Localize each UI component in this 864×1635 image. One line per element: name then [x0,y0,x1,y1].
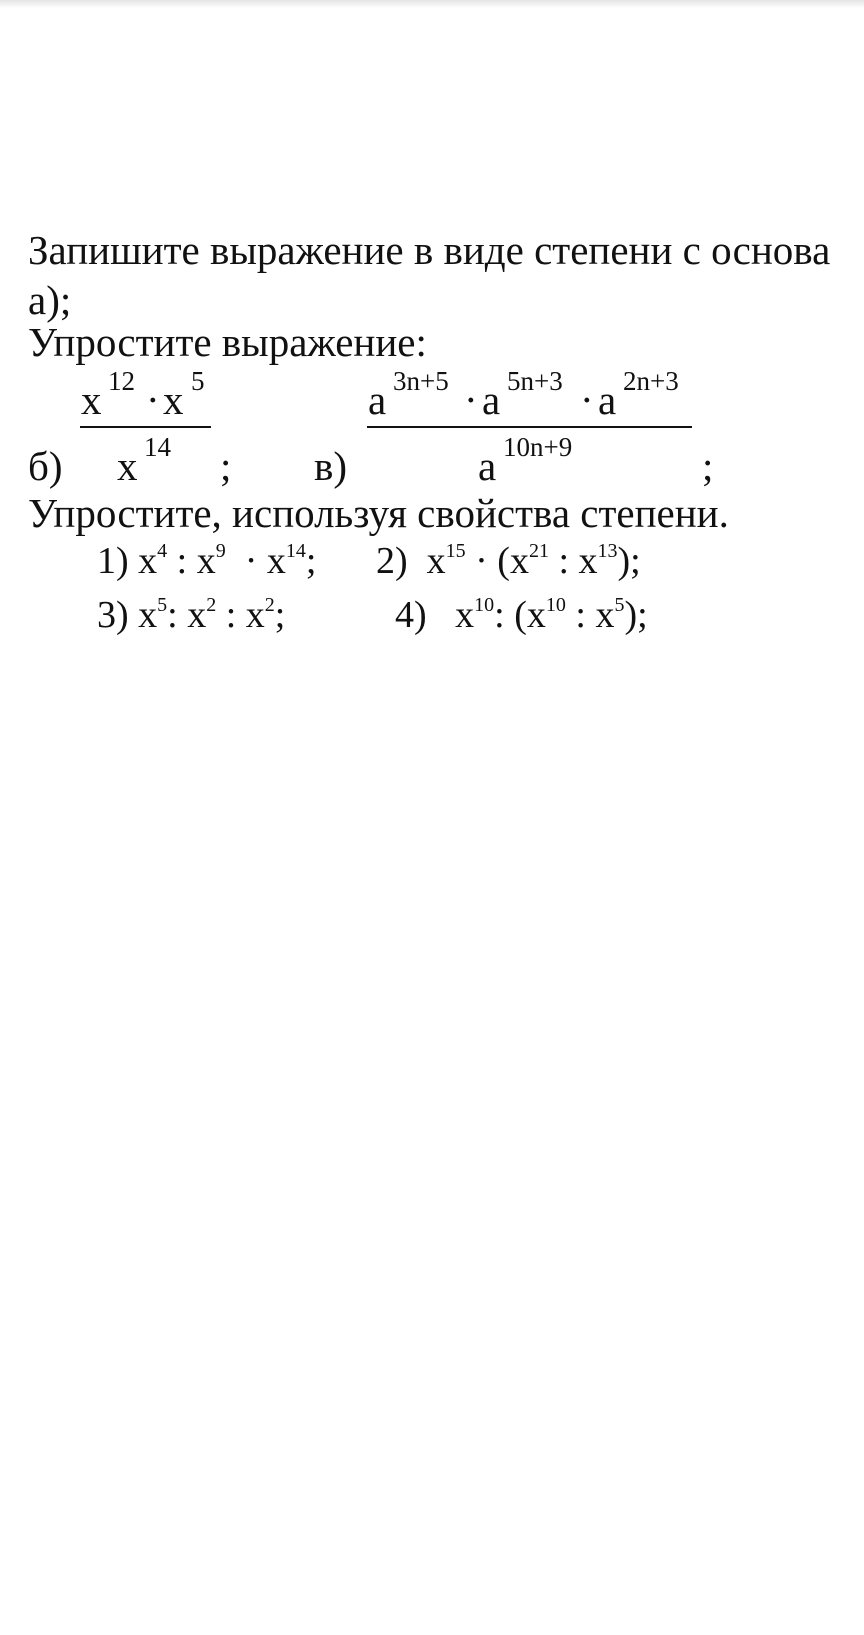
ex4-power-1: 10 [474,594,495,616]
ex2-power-3: 13 [597,540,618,562]
expr-v-num-exp-2: 5n+3 [507,366,563,396]
ex1-power-3: 14 [285,540,306,562]
expr-b-num-exp-2: 5 [191,366,205,396]
expr-v-dot-2: · [580,377,594,423]
task2-title: Упростите выражение: [28,319,427,365]
exercise-3 [97,596,285,634]
expr-v-label: в) [314,443,348,489]
ex1-power-1: 4 [157,540,168,562]
ex1-op-2: · [225,540,267,582]
ex4-label: 4) [395,594,427,636]
ex1-base-2: x [196,540,216,582]
expr-b-num-base-1: x [81,377,102,423]
expr-b-end: ; [220,443,232,489]
expr-b-den-base: x [117,443,138,489]
expr-v-num-exp-3: 2n+3 [623,366,679,396]
ex1-label: 1) [97,540,129,582]
exercise-2 [376,542,641,580]
ex2-end: ); [617,540,641,582]
task3-title: Упростите, используя свойства степени. [28,490,729,536]
ex2-power-1: 15 [445,540,466,562]
ex2-label: 2) [376,540,408,582]
task1-text: Запишите выражение в виде степени с основа [28,227,831,273]
expr-b-num-exp-1: 12 [108,366,135,396]
ex3-power-1: 5 [157,594,168,616]
ex3-op-1: : [167,594,188,636]
ex4-base-1: x [455,594,475,636]
exercise-1 [97,542,316,580]
ex2-base-1: x [426,540,446,582]
ex4-power-2: 10 [545,594,566,616]
ex1-base-1: x [138,540,158,582]
ex1-power-2: 9 [215,540,226,562]
expr-b-fraction-bar [80,426,211,428]
ex2-base-3: x [578,540,598,582]
ex3-op-2: : [216,594,246,636]
ex4-op-1: : ( [494,594,527,636]
expr-b-den-exp: 14 [144,432,171,462]
task1-continuation: а); [28,277,72,323]
ex3-base-2: x [187,594,207,636]
expr-v-fraction-bar [367,426,692,428]
expr-b-label: б) [28,443,63,489]
ex2-op-1: · ( [465,540,510,582]
ex3-power-3: 2 [264,594,275,616]
ex2-power-2: 21 [528,540,549,562]
expr-v-num-base-1: a [368,377,387,423]
expr-v-den-exp: 10n+9 [503,432,573,462]
top-shadow [0,0,864,8]
ex4-base-2: x [526,594,546,636]
expr-b-dot: · [146,377,160,423]
ex4-base-3: x [595,594,615,636]
ex1-base-3: x [266,540,286,582]
expr-b-num-base-2: x [163,377,184,423]
ex2-base-2: x [509,540,529,582]
ex4-power-3: 5 [614,594,625,616]
ex3-base-3: x [245,594,265,636]
ex3-end: ; [274,594,286,636]
expr-v-dot-1: · [464,377,478,423]
ex3-label: 3) [97,594,129,636]
expr-v-num-base-2: a [482,377,501,423]
ex2-op-2: : [548,540,579,582]
ex1-op-1: : [167,540,197,582]
exercise-4 [395,596,648,634]
expr-v-num-base-3: a [598,377,617,423]
ex1-end: ; [305,540,317,582]
expr-v-end: ; [702,443,714,489]
ex4-end: ); [624,594,648,636]
ex4-op-2: : [565,594,596,636]
expr-v-den-base: a [478,443,497,489]
ex3-base-1: x [138,594,158,636]
ex3-power-2: 2 [206,594,217,616]
expr-v-num-exp-1: 3n+5 [393,366,449,396]
